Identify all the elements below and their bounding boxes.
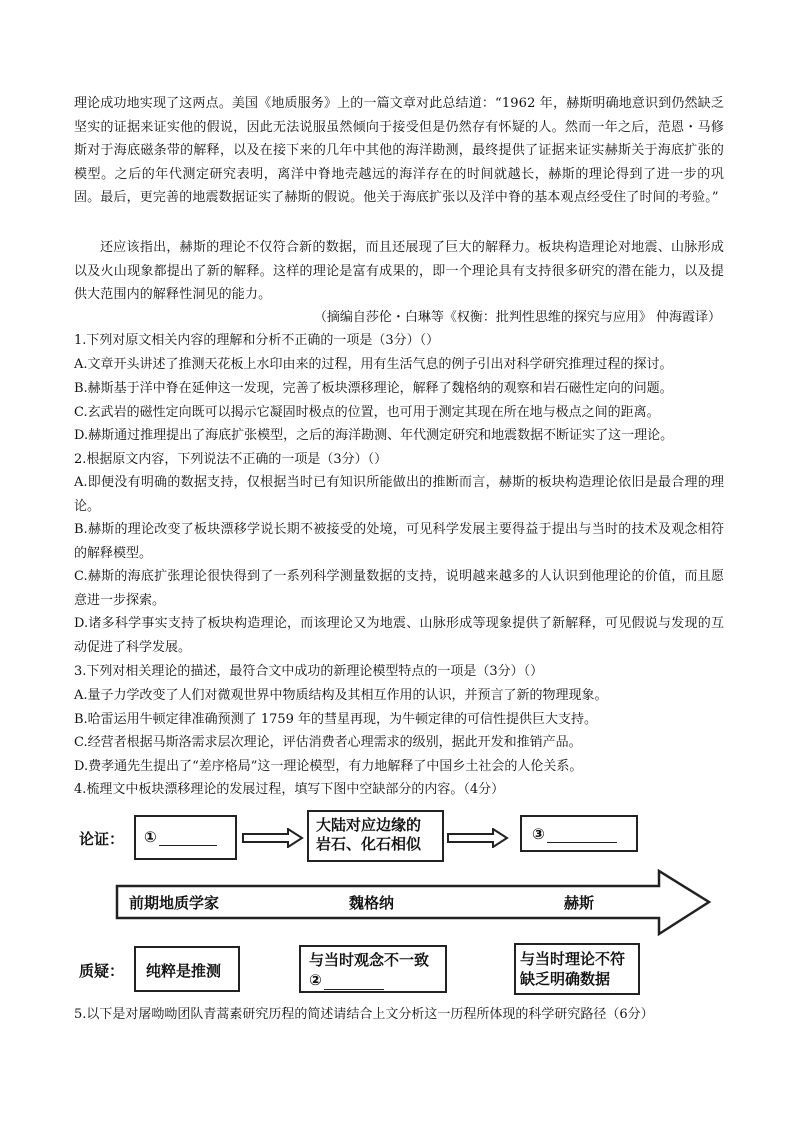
q1-option-c: C.玄武岩的磁性定向既可以揭示它凝固时极点的位置，也可用于测定其现在所在地与极点之间的距离。 bbox=[74, 405, 660, 420]
doubt-box-2-line-1: 与当时观念不一致 bbox=[309, 951, 430, 969]
timeline-label-hess: 赫斯 bbox=[564, 894, 595, 912]
q1-option-a: A.文章开头讲述了推测天花板上水印由来的过程，用有生活气息的例子引出对科学研究推理过程的探讨。 bbox=[74, 357, 673, 372]
blank-marker-3: ③ bbox=[532, 825, 545, 843]
paragraph-1: 理论成功地实现了这两点。美国《地质服务》上的一篇文章对此总结道：“1962 年，赫斯明确地意识到仍然缺乏坚实的证据来证实他的假说，因此无法说服虽然倾向于接受但是仍然存有怀疑的人。然而一年之后，范恩・马修斯对于海底磁条带的解释，以及在接下来的几年中其他的海洋勘测，最终提供了证据来证实赫斯关于海底扩张的模型。之后的年代测定研究表明，离洋中脊地壳越远的海洋存在的时间就越长，赫斯的理论得到了进一步的巩固。最后，更完善的地震数据证实了赫斯的假说。他关于海底扩张以及洋中脊的基本观点经受住了时间的考验。” bbox=[74, 96, 724, 205]
blank-line-3 bbox=[547, 828, 617, 843]
argument-box-2 bbox=[307, 810, 444, 862]
q2-stem: 2.根据原文内容，下列说法不正确的一项是（3分）（） bbox=[74, 452, 388, 467]
blank-marker-1: ① bbox=[144, 828, 157, 846]
doubt-box-3-line-1: 与当时理论不符 bbox=[520, 950, 626, 968]
source-citation: （摘编自莎伦・白琳等《权衡：批判性思维的探究与应用》 仲海霞译） bbox=[313, 310, 721, 325]
doubt-box-3-line-2: 缺乏明确数据 bbox=[520, 970, 611, 988]
timeline-label-wegener: 魏格纳 bbox=[349, 894, 395, 912]
arrow-right-icon bbox=[242, 828, 304, 848]
q3-option-c: C.经营者根据马斯洛需求层次理论，评估消费者心理需求的级别，据此开发和推销产品。 bbox=[74, 735, 582, 750]
q2-option-c: C.赫斯的海底扩张理论很快得到了一系列科学测量数据的支持，说明越来越多的人认识到他理论的价值，而且愿意进一步探索。 bbox=[74, 569, 724, 608]
argument-box-3 bbox=[520, 815, 638, 852]
row-label-argument: 论证： bbox=[79, 830, 125, 848]
q3-option-d: D.费孝通先生提出了“差序格局”这一理论模型，有力地解释了中国乡土社会的人伦关系。 bbox=[74, 759, 583, 774]
q2-option-b: B.赫斯的理论改变了板块漂移学说长期不被接受的处境，可见科学发展主要得益于提出与当时的技术及观念相符的解释模型。 bbox=[74, 522, 724, 561]
argument-box-2-line-2: 岩石、化石相似 bbox=[316, 835, 422, 853]
blank-line-1 bbox=[159, 831, 217, 846]
paragraph-2: 还应该指出，赫斯的理论不仅符合新的数据，而且还展现了巨大的解释力。板块构造理论对地震、山脉形成以及火山现象都提出了新的解释。这样的理论是富有成果的，即一个理论具有支持很多研究的潜在能力，以及提供大范围内的解释性洞见的能力。 bbox=[74, 240, 724, 302]
arrow-right-icon bbox=[447, 828, 509, 848]
q5-stem: 5.以下是对屠呦呦团队青蒿素研究历程的简述请结合上文分析这一历程所体现的科学研究路径（6分） bbox=[74, 1007, 654, 1022]
q1-stem: 1.下列对原文相关内容的理解和分析不正确的一项是（3分）（） bbox=[74, 333, 440, 348]
argument-box-1 bbox=[134, 815, 237, 860]
doubt-box-2 bbox=[299, 945, 447, 993]
q4-stem: 4.梳理文中板块漂移理论的发展过程，填写下图中空缺部分的内容。（4分） bbox=[74, 782, 505, 797]
blank-marker-2: ② bbox=[309, 971, 322, 989]
q1-option-b: B.赫斯基于洋中脊在延伸这一发现，完善了板块漂移理论，解释了魏格纳的观察和岩石磁性定向的问题。 bbox=[74, 381, 673, 396]
timeline-label-early-geologists: 前期地质学家 bbox=[129, 894, 220, 912]
q3-option-b: B.哈雷运用牛顿定律准确预测了 1759 年的彗星再现，为牛顿定律的可信性提供巨大支持。 bbox=[74, 712, 598, 727]
q2-option-a: A.即便没有明确的数据支持，仅根据当时已有知识所能做出的推断而言，赫斯的板块构造理论依旧是最合理的理论。 bbox=[74, 475, 724, 514]
doubt-box-1: 纯粹是推测 bbox=[134, 946, 240, 992]
q1-option-d: D.赫斯通过推理提出了海底扩张模型，之后的海洋勘测、年代测定研究和地震数据不断证实了这一理论。 bbox=[74, 428, 674, 443]
row-label-doubt: 质疑： bbox=[79, 962, 125, 980]
theory-development-diagram bbox=[74, 800, 724, 1000]
doubt-box-3 bbox=[514, 943, 640, 995]
q3-option-a: A.量子力学改变了人们对微观世界中物质结构及其相互作用的认识，并预言了新的物理现象。 bbox=[74, 688, 608, 703]
q2-option-d: D.诸多科学事实支持了板块构造理论，而该理论又为地震、山脉形成等现象提供了新解释，可见假说与发现的互动促进了科学发展。 bbox=[74, 616, 724, 655]
blank-line-2 bbox=[324, 975, 384, 990]
argument-box-2-line-1: 大陆对应边缘的 bbox=[316, 816, 422, 834]
q3-stem: 3.下列对相关理论的描述，最符合文中成功的新理论模型特点的一项是（3分）（） bbox=[74, 664, 544, 679]
